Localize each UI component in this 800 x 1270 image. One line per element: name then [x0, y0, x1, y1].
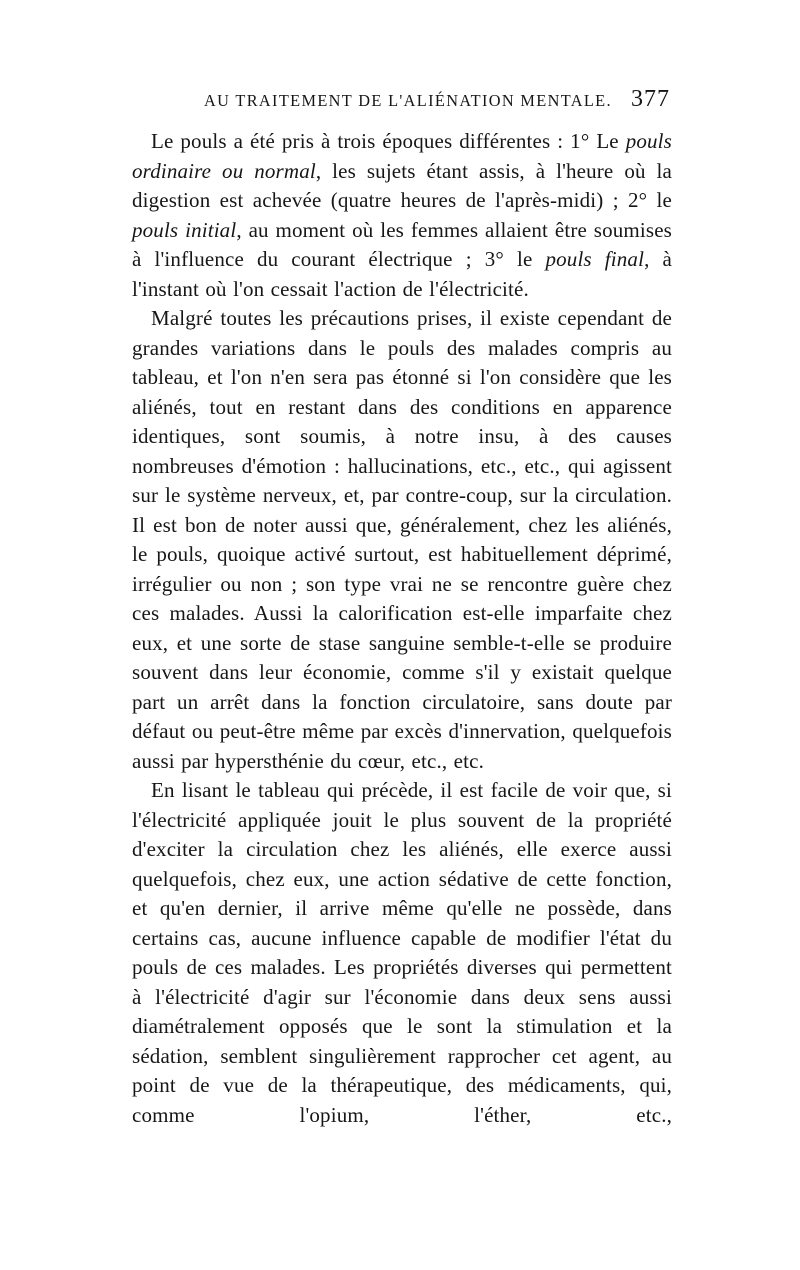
running-title: AU TRAITEMENT DE L'ALIÉNATION MENTALE. [204, 91, 612, 110]
paragraph-text: , les sujets étant assis, à l'heure où la digestion est achevée (quatre heures de l'après-midi) ; 2° le [132, 158, 672, 212]
paragraph-pulse-measurement [132, 127, 672, 304]
body-text [132, 127, 672, 1130]
paragraph-pulse-variations: Malgré toutes les précautions prises, il existe cependant de grandes variations dans le pouls des malades compris au tableau, et l'on n'en sera pas étonné si l'on considère que les aliénés, tout en restant dans des conditions en apparence identiques, sont soumis, à notre insu, à des causes nombreuses d'émotion : hallucinations, etc., etc., qui agissent sur le système nerveux, et, par contre-coup, sur la circulation. Il est bon de noter aussi que, généralement, chez les aliénés, le pouls, quoique activé surtout, est habituellement déprimé, irrégulier ou non ; son type vrai ne se rencontre guère chez ces malades. Aussi la calorification est-elle imparfaite chez eux, et une sorte de stase sanguine semble-t-elle se produire souvent dans leur économie, comme s'il y existait quelque part un arrêt dans la fonction circulatoire, sans doute par défaut ou peut-être même par excès d'innervation, quelquefois aussi par hypersthénie du cœur, etc., etc. [132, 306, 672, 773]
italic-term: pouls ordinaire ou normal [132, 129, 672, 183]
paragraph-electricity-effects: En lisant le tableau qui précède, il est facile de voir que, si l'électricité appliquée jouit le plus souvent de la propriété d'exciter la circulation chez les aliénés, elle exerce aussi quelquefois, chez eux, une action sédative de cette fonction, et qu'en dernier, il arrive même qu'elle ne possède, dans certains cas, aucune influence capable de modifier l'état du pouls de ces malades. Les propriétés diverses qui permettent à l'électricité d'agir sur l'économie dans deux sens aussi diamétralement opposés que le sont la stimulation et la sédation, semblent singulièrement rapprocher cet agent, au point de vue de la thérapeutique, des médicaments, qui, comme l'opium, l'éther, etc., [132, 778, 672, 1127]
page-number: 377 [631, 86, 670, 112]
paragraph-text: , à l'instant où l'on cessait l'action de l'électricité. [132, 247, 672, 301]
italic-term: pouls final [545, 247, 645, 271]
paragraph-text: , au moment où les femmes allaient être soumises à l'influence du courant électrique ; 3° le [132, 217, 672, 271]
running-header [132, 86, 672, 126]
italic-term: pouls initial [132, 217, 237, 242]
paragraph-text: Le pouls a été pris à trois époques différentes : 1° Le [151, 129, 626, 153]
